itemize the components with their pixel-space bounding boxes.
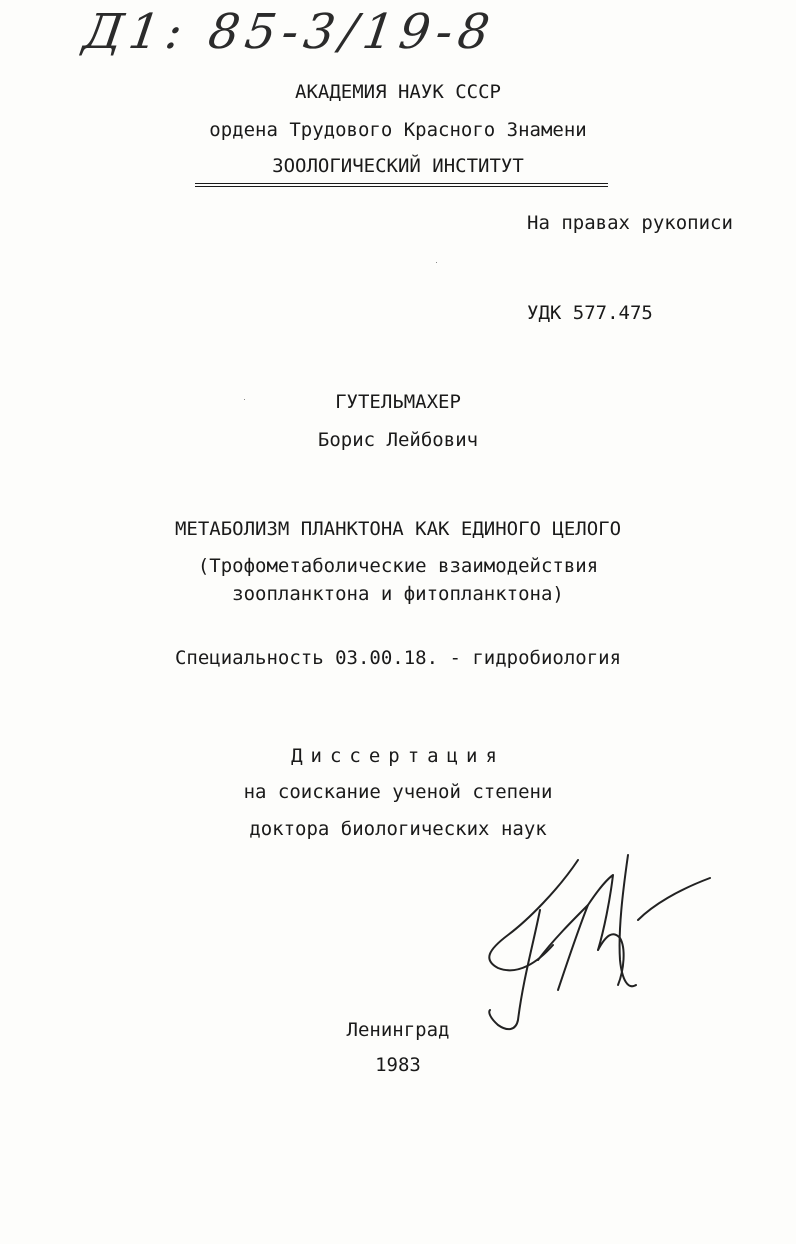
handwritten-archive-number: Д1: 85-3/19-8: [80, 4, 499, 60]
institute-name: ЗООЛОГИЧЕСКИЙ ИНСТИТУТ: [272, 155, 524, 177]
city: Ленинград: [346, 1019, 450, 1041]
paper-speck: [436, 262, 437, 263]
year: 1983: [375, 1054, 421, 1076]
author-surname: ГУТЕЛЬМАХЕР: [335, 391, 461, 413]
specialty-line: Специальность 03.00.18. - гидробиология: [174, 647, 622, 669]
paper-speck: [244, 399, 245, 400]
order-line: ордена Трудового Красного Знамени: [209, 119, 587, 141]
udc-code: УДК 577.475: [527, 302, 653, 324]
dissertation-title: МЕТАБОЛИЗМ ПЛАНКТОНА КАК ЕДИНОГО ЦЕЛОГО: [174, 518, 622, 540]
academy-name: АКАДЕМИЯ НАУК СССР: [295, 81, 501, 103]
author-given-names: Борис Лейбович: [317, 429, 479, 451]
dissertation-subtitle-line2: зоопланктона и фитопланктона): [232, 583, 564, 605]
dissertation-subtitle-line1: (Трофометаболические взаимодействия: [197, 555, 599, 577]
header-underline: [195, 183, 608, 187]
author-signature: [478, 850, 718, 1040]
rights-note: На правах рукописи: [527, 212, 733, 234]
degree-field-line: доктора биологических наук: [249, 818, 547, 840]
dissertation-label: Диссертация: [291, 745, 505, 767]
degree-line: на соискание ученой степени: [243, 781, 553, 803]
